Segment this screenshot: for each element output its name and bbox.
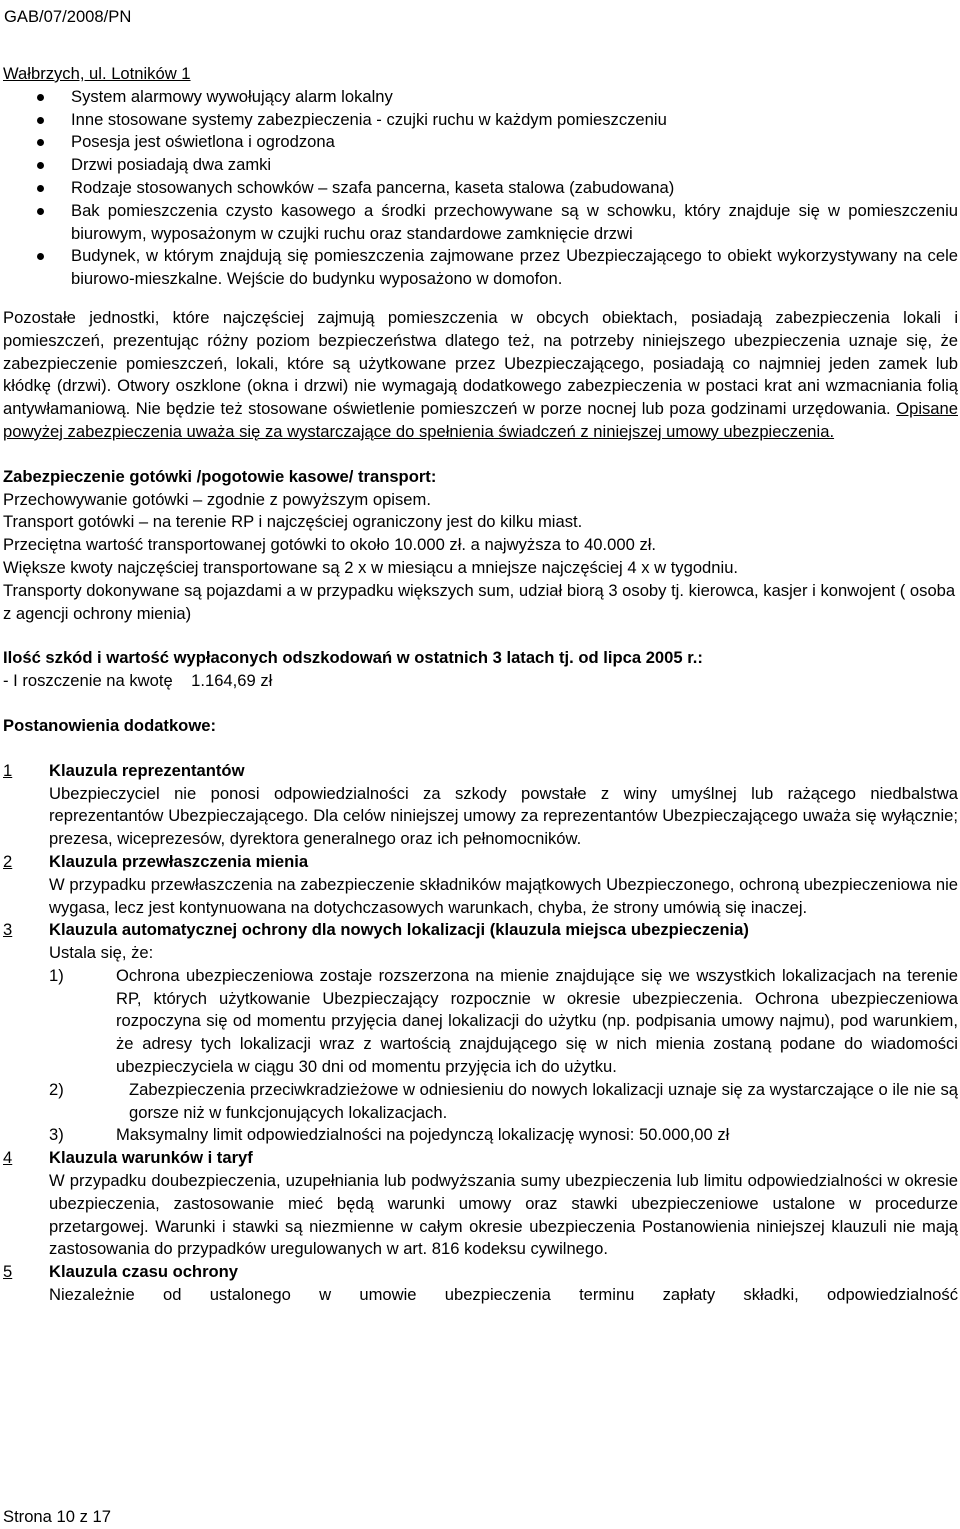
spacer [3,738,958,760]
location-label: Wałbrzych, ul. Lotników 1 [3,64,191,83]
cash-line: Transport gotówki – na terenie RP i najczęściej ograniczony jest do kilku miast. [3,512,583,532]
clause-number: 1 [3,760,13,780]
cash-line: Przechowywanie gotówki – zgodnie z powyższym opisem. [3,489,431,509]
spacer [3,625,958,647]
bullet-item: System alarmowy wywołujący alarm lokalny [3,86,958,109]
bullet-item: Budynek, w którym znajdują się pomieszczenia zajmowane przez Ubezpieczającego to obiekt wykorzystywany na cele biurowo-mieszkalne. Wejście do budynku wyposażono w domofon. [3,245,958,291]
clause-number: 3 [3,920,13,940]
clause-2 [3,851,958,874]
clause-title: Klauzula warunków i taryf [49,1148,253,1168]
clause-title: Klauzula przewłaszczenia mienia [49,851,309,871]
paragraph-underlined: Opisane powyżej zabezpieczenia uważa się za wystarczające do spełnienia świadczeń z niniejszej umowy ubezpieczenia. [3,399,958,441]
item-number: 1) [49,965,64,985]
bullet-item: Bak pomieszczenia czysto kasowego a środki przechowywane są w schowku, który znajduje się w pomieszczeniu biurowym, wyposażonym w czujki ruchu oraz standardowe zamknięcie drzwi [3,200,958,246]
clause-body: Ubezpieczyciel nie ponosi odpowiedzialności za szkody powstałe z winy umyślnej lub rażącego niedbalstwa reprezentantów Ubezpieczającego. Dla celów niniejszej umowy za reprezentantów Ubezpieczającego uważa się wyłącznie; prezesa, wiceprezesów, dyrektora generalnego oraz ich pełnomocników. [49,783,958,849]
document-id-header: GAB/07/2008/PN [4,7,132,26]
bullet-item: Inne stosowane systemy zabezpieczenia - czujki ruchu w każdym pomieszczeniu [3,109,958,132]
clause-3-item-3 [49,1124,958,1147]
clause-intro: Ustala się, że: [49,943,154,963]
spacer [3,693,958,715]
cash-line: Większe kwoty najczęściej transportowane są 2 x w miesiącu a mniejsze najczęściej 4 x w tygodniu. [3,557,739,577]
additional-heading: Postanowienia dodatkowe: [3,715,216,735]
clause-3-item-1 [49,965,958,1079]
clause-title: Klauzula automatycznej ochrony dla nowych lokalizacji (klauzula miejsca ubezpieczenia) [49,920,749,940]
clause-4 [3,1147,958,1170]
item-text: Maksymalny limit odpowiedzialności na pojedynczą lokalizację wynosi: 50.000,00 zł [116,1125,730,1145]
clause-5 [3,1261,958,1284]
clause-body: Niezależnie od ustalonego w umowie ubezpieczenia terminu zapłaty składki, odpowiedzialność [49,1285,958,1305]
clause-number: 2 [3,851,13,871]
claims-line: - I roszczenie na kwotę 1.164,69 zł [3,671,273,691]
clause-3 [3,919,958,942]
clause-title: Klauzula czasu ochrony [49,1262,239,1282]
cash-heading: Zabezpieczenie gotówki /pogotowie kasowe/ transport: [3,466,437,486]
cash-line: Przeciętna wartość transportowanej gotówki to około 10.000 zł. a najwyższa to 40.000 zł. [3,535,657,555]
item-text: Ochrona ubezpieczeniowa zostaje rozszerzona na mienie znajdujące się we wszystkich lokalizacjach na terenie RP, których użytkowanie Ubezpieczający rozpocznie w okresie ubezpieczenia. Ochrona ubezpieczeniowa rozpoczyna się od momentu przyjęcia danej lokalizacji do użytku (np. podpisania umowy najmu), pod warunkiem, że adresy tych lokalizacji wraz z wartością znajdującego się w nich mienia zostaną podane do wiadomości ubezpieczyciela w ciągu 30 dni od momentu przyjęcia ich do użytku. [116,965,958,1077]
clause-title: Klauzula reprezentantów [49,760,245,780]
spacer [3,444,958,466]
clause-number: 4 [3,1148,13,1168]
item-text: Zabezpieczenia przeciwkradzieżowe w odniesieniu do nowych lokalizacji uznaje się za wystarczające o ile nie są gorsze niż w funkcjonujących lokalizacjach. [129,1079,958,1122]
cash-line: Transporty dokonywane są pojazdami a w przypadku większych sum, udział biorą 3 osoby tj. kierowca, kasjer i konwojent ( osoba z agencji ochrony mienia) [3,580,956,623]
paragraph-other-units [3,307,958,444]
bullet-item: Rodzaje stosowanych schowków – szafa pancerna, kaseta stalowa (zabudowana) [3,177,958,200]
claims-heading: Ilość szkód i wartość wypłaconych odszkodowań w ostatnich 3 latach tj. od lipca 2005 r.: [3,648,703,668]
clause-3-item-2 [49,1079,958,1125]
spacer [3,291,958,307]
paragraph-other-units-text: Pozostałe jednostki, które najczęściej zajmują pomieszczenia w obcych obiektach, posiadają zabezpieczenia lokali i pomieszczeń, prezentując różny poziom bezpieczeństwa dlatego też, na potrzeby niniejszego ubezpieczenia uznaje się, że zabezpieczenie pomieszczeń, lokali, które są użytkowane przez Ubezpieczającego, posiadają co najmniej jeden zamek lub kłódkę (drzwi). Otwory oszklone (okna i drzwi) nie wymagają dodatkowego zabezpieczenia w postaci krat ani wzmacniania folią antywłamaniową. Nie będzie też stosowane oświetlenie pomieszczeń w porze nocnej lub poza godzinami urzędowania. [3,307,958,419]
page-content [3,63,958,1307]
clause-body: W przypadku doubezpieczenia, uzupełniania lub podwyższania sumy ubezpieczenia lub limitu odpowiedzialności w okresie ubezpieczenia, zastosowanie mieć będą warunki umowy oraz stawki ubezpieczeniowe ustalone w procedurze przetargowej. Warunki i stawki są niezmienne w całym okresie ubezpieczenia Postanowienia niniejszej klauzuli nie mają zastosowania do przypadków uregulowanych w art. 816 kodeksu cywilnego. [49,1171,958,1259]
clause-body: W przypadku przewłaszczenia na zabezpieczenie składników majątkowych Ubezpieczonego, ochroną ubezpieczeniowa nie wygasa, lecz jest kontynuowana na dotychczasowych warunkach, chyba, że strony umówią się inaczej. [49,874,958,917]
page-number-footer: Strona 10 z 17 [3,1507,111,1526]
clause-1 [3,760,958,783]
bullet-item: Drzwi posiadają dwa zamki [3,154,958,177]
item-number: 3) [49,1125,64,1145]
bullet-item: Posesja jest oświetlona i ogrodzona [3,131,958,154]
clause-number: 5 [3,1262,13,1282]
security-bullet-list [3,86,958,291]
item-number: 2) [49,1079,64,1099]
